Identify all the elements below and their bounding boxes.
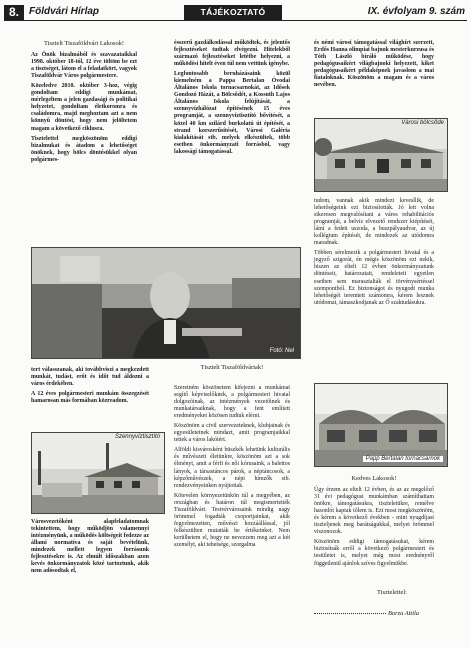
sewage-plant-image (32, 433, 165, 514)
paragraph: tert válasszanak, aki továbbviszi a megkezdett munkát, tudást, erőt és időt tud áldozni a város érdekében. (31, 367, 149, 388)
gym-hall-photo (314, 383, 448, 467)
paragraph: Az Önök bizalmából és szavazataikkal 1998. október 18-tól, 12 éve töltöm be ezt a tisztséget, látom el a feladatkört, vagyok Tiszaföldvár Város polgármestere. (31, 52, 137, 80)
paragraph: Alföldi kisvárosként büszkék lehetünk kulturális és művészeti életünkre, köszönöm azt a sok élményt, amit a férfi és női kórusaink, a balettos lányok, a társastáncos párok, a néptáncosok, a képzőművészek, a népi hímzők stb. rendezvényeinken nyújtottak. (174, 447, 290, 489)
paragraph: Úgy érzem az eltelt 12 évben, és az az megelőző 31 évi pedagógusi munkámban számíthattam önökre, támogatásukra, tiszteletükre, remélve hasonlót kaptak tőlem is. Ezt most megköszönöm, és kérem a következő években - mint nyugdíjast tiszteljenek meg barátságukkal, melyet örömmel viszonozok. (314, 487, 434, 536)
paragraph: és némi városi támogatással világhírt szerzett, Erdős Hanna olimpiai bajnok mesterkurzusa és Tóth László bíráló működése, hogy pedagógusaikért világbajnoki helyezett, kiket pedagógusaikért példaképnek javaslom a mai fiataloknak. Köszönöm a magam és a város nevében. (314, 40, 434, 89)
mayor-photo (31, 247, 301, 359)
sewage-plant-photo (31, 432, 165, 514)
article-column-3-bottom (314, 475, 434, 571)
paragraph: Többen sérelmezik a polgármesteri hivatal és a jegyző szigorát, én mégis köszönöm ezt nekik, hiszen az eltelt 12 évben önkormányzatunk döntéseit, határozatait, rendeleteit egyetlen esetben sem marasztalták el törvénysértéssel szempontból. Ez biztonságot és nyugodt munka lehetőségét teremtett számomra, kérem lesznek utódomat, támaszkodjanak az Ő szaktudásukra. (314, 250, 434, 306)
article-column-3 (314, 40, 434, 92)
photo-caption: Szennyvíztisztító (114, 434, 160, 440)
paragraph: Legfontosabb beruházásaink közül kiemelném a Pappa Bertalan Óvodai Általános Iskola tornacsarnokát, az Idősek Gondozó Házát, a Bölcsődét, a Kossuth Lajos Általános Iskola felújítását, a szennyvízhálózat építésének 15 éves programját, a szennyvíztisztító bővítését, a közel 40 km szilárd burkolatú út építését, a strand korszerűsítését, Városi Galéria kialakítását stb. melyek elkészültek, több esetben önkormányzati forrásból, vagy lakossági támogatással. (174, 71, 290, 155)
nursery-building-image (315, 119, 448, 192)
photo-credit: Fotó: Nel (269, 348, 294, 354)
article-column-1-lower (31, 367, 149, 408)
signature-label: Tisztelettel: (377, 589, 407, 596)
publication-name: Földvári Hírlap (29, 6, 100, 17)
section-heading: Tisztelt Tiszaföldváriak! (200, 364, 264, 371)
paragraph: Kötevelen környezetünkön túl a megyében, az országban és határon túl megismertették Tiszaföldvárt. Testvérvárosaink mindig nagy örömmel fogadták csoportjainkat, akik fegyelmezetten, művészi hozzáállással, jól felkészülten mutatták be értékeinket. Nem kerülhetem el, hogy ne nevezzem meg azt a két személyt, aki tehetsége, szorgalma (174, 492, 290, 548)
paragraph: A 12 éves polgármesteri munkám összegzését hamarosan más formában közreadom. (31, 391, 149, 405)
mayor-office-image (32, 248, 301, 359)
paragraph: ésszerű gazdálkodással működtek, és jelentős fejlesztéseket tudtak elvégezni. Hitelekből származó fejlesztéseket letétbe helyezni, a működési hitelt éven túl nem vettünk igénybe. (174, 40, 290, 68)
paragraph: Köszönöm eddigi támogatásukat, kérem biztosítsák erről a következő polgármestert és testületet is, melyet még most erednényről függetlenül ajánlok szíves figyelmükbe. (314, 539, 434, 567)
page-number: 8. (4, 5, 24, 20)
article-column-2-lower (174, 385, 290, 552)
paragraph: Köszönöm a civil szervezeteknek, klubjainak és egyesületeinek mindazt, amit programjaikkal tettek a város lakóiért. (174, 423, 290, 444)
signature-name: Borza Attila (388, 610, 419, 617)
paragraph: tudom, vannak akik mindezt kevesllik, de lehetőségeink ezt biztosították. Jó lett volna sikeresen megvalósítani a város rehabilitációs programját, a belvíz elvezető rendszer kiépítését, látni a fedett uszoda, a buszpályaudvar, az új kollégium építését, de mindezek az utódomra maradnak. (314, 198, 434, 247)
page-header (4, 5, 467, 21)
signature-dots (314, 613, 386, 614)
closing-heading: Kedves Lakosok! (351, 475, 397, 482)
article-column-1 (31, 40, 137, 167)
photo-caption: Papp Bertalan tornacsarnok (362, 455, 444, 463)
article-column-2 (174, 40, 290, 159)
article-column-1-bottom (31, 519, 149, 578)
nursery-photo (314, 118, 448, 192)
paragraph: Városvezetőként alapfeladatomnak tekintettem, hogy működjön valamennyi intézményünk, a működés költségeit fedezze az állami normatíva és saját bevételünk, mindezek mellett legyen forrásunk fejlesztésekre is. Az elmúlt időszakban azon kevés önkormányzatok közé tartoztunk, akik nem adósodtak el, (31, 519, 149, 575)
paragraph: Közeledve 2010. október 3-hoz, végig gondoltam eddigi munkámat, mérlegeltem a jelen gazdasági és politikai helyzetet, gondoltam életkoromra és családomra, majd meghoztam azt a nem könnyű döntést, hogy nem jelöltetem magam a következő ciklusra. (31, 83, 137, 132)
paragraph: Tisztelettel megköszönöm eddigi bizalmukat és átadom a lehetőséget önöknek, hogy bölcs döntésükkel olyan polgármes- (31, 135, 137, 163)
section-label: TÁJÉKOZTATÓ (184, 5, 282, 20)
photo-caption: Városi bölcsőde (401, 120, 444, 126)
volume-label: IX. évfolyam 9. szám (367, 6, 465, 17)
greeting-heading: Tisztelt Tiszaföldvári Lakosok! (43, 40, 124, 47)
paragraph: Szeretném köszönetem kifejezni a munkámat segítő képviselőknek, a polgármesteri hivatal dolgozóinak, az intézmények vezetőinek és munkatársaiknak, hogy a fent említett eredményeket közösen tudtuk elérni. (174, 385, 290, 420)
article-column-3-middle (314, 198, 434, 310)
